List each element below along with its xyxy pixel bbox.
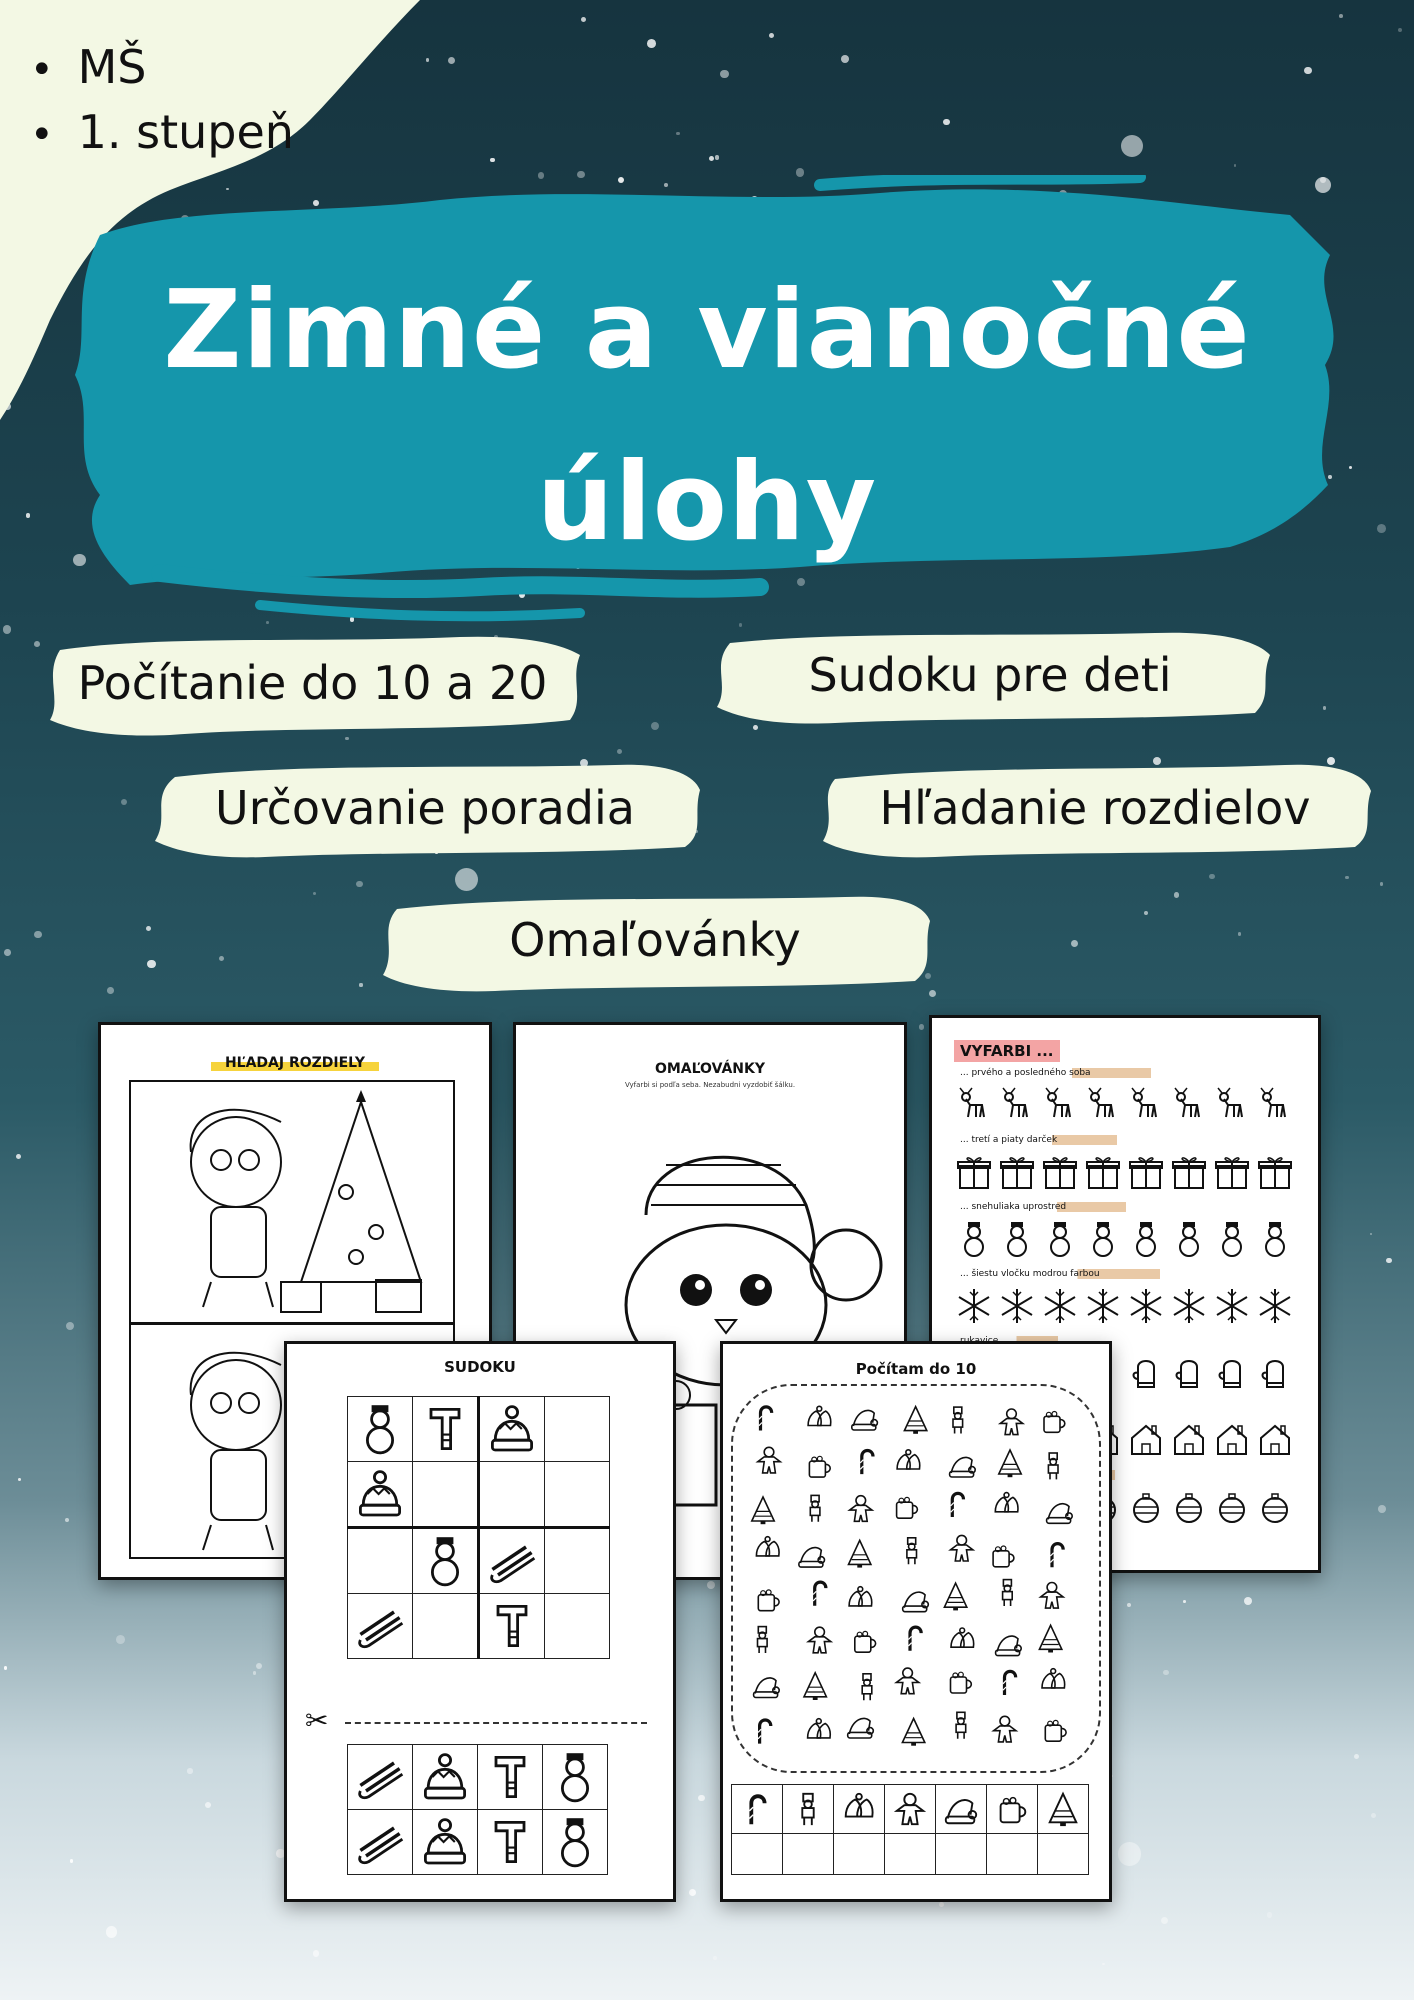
sled-icon: [352, 1749, 408, 1805]
gift-icon: [1126, 1151, 1166, 1193]
snowman-icon: [547, 1814, 603, 1870]
snowflake-dot: [1127, 1603, 1131, 1607]
candy-cane-icon: [738, 1790, 776, 1828]
snowflake-dot: [1183, 1600, 1186, 1603]
cutout-row: [348, 1810, 608, 1875]
snowflake-dot: [753, 725, 758, 730]
mug-icon: [993, 1790, 1031, 1828]
gingerbread-icon: [994, 1716, 1016, 1742]
sudoku-empty-cell[interactable]: [545, 1397, 610, 1462]
snowflake-icon: [1255, 1285, 1295, 1327]
snowflake-dot: [698, 1795, 705, 1802]
reindeer-icon: [1255, 1084, 1295, 1126]
nutcracker-icon: [789, 1790, 827, 1828]
snowflake-icon: [1083, 1285, 1123, 1327]
snowflake-dot: [3, 625, 12, 634]
bells-icon: [808, 1406, 831, 1425]
snowflake-dot: [121, 799, 127, 805]
sled-icon: [484, 1533, 540, 1589]
sudoku-cell: [413, 1397, 479, 1462]
snowflake-dot: [116, 1635, 125, 1644]
gift-icon: [997, 1151, 1037, 1193]
sudoku-cell: [479, 1528, 545, 1594]
house-icon: [1126, 1419, 1166, 1461]
santa-hat-icon: [1047, 1504, 1073, 1524]
snowflake-dot: [219, 956, 224, 961]
nutcracker-icon: [956, 1712, 966, 1738]
sheet-header: VYFARBI ...: [954, 1040, 1060, 1062]
sudoku-row: [348, 1528, 610, 1594]
scarf-icon: [482, 1749, 538, 1805]
snowflake-icon: [954, 1285, 994, 1327]
snowflake-dot: [1380, 882, 1383, 885]
mug-icon: [855, 1631, 876, 1652]
snowman-icon: [1212, 1218, 1252, 1260]
nutcracker-icon: [907, 1538, 917, 1564]
title-line-1: Zimné a vianočné: [163, 268, 1251, 393]
ornament-icon: [1255, 1486, 1295, 1528]
mug-icon: [1045, 1720, 1066, 1741]
snowflake-dot: [1102, 1963, 1104, 1965]
gift-icon: [1040, 1151, 1080, 1193]
sheet-title: OMAĽOVÁNKY: [654, 1061, 766, 1077]
count-header-cell: [936, 1785, 987, 1834]
snowflake-dot: [617, 749, 622, 754]
snowman-icon: [954, 1218, 994, 1260]
snowflake-dot: [1398, 28, 1402, 32]
snowflake-dot: [1118, 1842, 1141, 1865]
santa-hat-icon: [996, 1636, 1022, 1656]
bullet-icon: •: [30, 112, 54, 158]
picture-frame-top: [129, 1080, 455, 1324]
snowflake-dot: [66, 1322, 74, 1330]
snowflake-dot: [715, 155, 719, 159]
gift-icon: [1083, 1151, 1123, 1193]
sudoku-empty-cell[interactable]: [545, 1594, 610, 1659]
snowman-icon: [1083, 1218, 1123, 1260]
snowflake-icon: [1040, 1285, 1080, 1327]
snowflake-dot: [647, 39, 656, 48]
snowflake-dot: [356, 881, 362, 887]
tree-icon: [849, 1540, 871, 1567]
snowman-icon: [352, 1401, 408, 1457]
sheet-instruction: Vyfarbi si podľa seba. Nezabudni vyzdobiť šálku.: [624, 1081, 796, 1089]
count-header-cell: [834, 1785, 885, 1834]
tree-icon: [944, 1583, 966, 1610]
candy-cane-icon: [1050, 1544, 1063, 1568]
gingerbread-icon: [891, 1790, 929, 1828]
scarf-icon: [417, 1401, 473, 1457]
snowflake-dot: [187, 1768, 193, 1774]
candy-cane-icon: [860, 1451, 873, 1475]
snowman-icon: [1126, 1218, 1166, 1260]
bells-icon: [897, 1450, 920, 1469]
gingerbread-icon: [808, 1627, 830, 1653]
snowflake-dot: [313, 892, 316, 895]
nutcracker-icon: [953, 1407, 963, 1433]
gift-icon: [1169, 1151, 1209, 1193]
gift-icon: [954, 1151, 994, 1193]
snowflake-dot: [490, 158, 494, 162]
nutcracker-icon: [1003, 1580, 1013, 1606]
snowflake-dot: [1323, 706, 1327, 710]
sudoku-empty-cell[interactable]: [413, 1462, 479, 1528]
mitten-icon: [1169, 1352, 1209, 1394]
bells-icon: [995, 1493, 1018, 1512]
snowflake-dot: [146, 926, 151, 931]
snowflake-icon: [1126, 1285, 1166, 1327]
snowflake-dot: [1244, 1597, 1252, 1605]
mug-icon: [951, 1672, 972, 1693]
mug-icon: [809, 1456, 830, 1477]
snowman-icon: [1040, 1218, 1080, 1260]
title-brush-stroke: [60, 175, 1360, 645]
snowflake-dot: [448, 57, 455, 64]
snowflake-dot: [1121, 135, 1143, 157]
sudoku-empty-cell[interactable]: [545, 1462, 610, 1528]
tree-icon: [902, 1719, 924, 1746]
topic-coloring: Omaľovánky: [375, 885, 935, 995]
mug-icon: [993, 1546, 1014, 1567]
snowflake-dot: [707, 1581, 715, 1589]
count-answer-cell[interactable]: [885, 1834, 936, 1875]
sudoku-empty-cell[interactable]: [413, 1594, 479, 1659]
snowman-icon: [997, 1218, 1037, 1260]
snowflake-dot: [943, 119, 950, 126]
tree-icon: [904, 1407, 926, 1434]
santa-hat-icon: [903, 1592, 929, 1612]
snowman-icon: [1169, 1218, 1209, 1260]
cutout-row: [348, 1745, 608, 1810]
gift-icon: [1255, 1151, 1295, 1193]
topic-order: Určovanie poradia: [145, 755, 705, 860]
snowflake-dot: [253, 1671, 257, 1675]
snowflake-dot: [1371, 1813, 1376, 1818]
sheet-title: HĽADAJ ROZDIELY: [101, 1055, 489, 1071]
snowflake-dot: [4, 1666, 7, 1669]
ornament-icon: [1126, 1486, 1166, 1528]
snowflake-dot: [720, 70, 729, 79]
sudoku-row: [348, 1594, 610, 1659]
snowflake-dot: [256, 1663, 262, 1669]
hat-icon: [417, 1749, 473, 1805]
snowflake-dot: [1339, 14, 1343, 18]
snowflake-dot: [147, 960, 156, 969]
snowflake-dot: [16, 1154, 21, 1159]
snowflake-dot: [1238, 932, 1242, 936]
snowflake-dot: [1163, 1670, 1169, 1676]
task-label: ... snehuliaka uprostred: [954, 1202, 1126, 1212]
cutout-piece[interactable]: [348, 1745, 413, 1810]
sled-icon: [352, 1814, 408, 1870]
candy-cane-icon: [813, 1582, 826, 1606]
hat-icon: [352, 1466, 408, 1522]
reindeer-icon: [1040, 1084, 1080, 1126]
house-icon: [1212, 1419, 1252, 1461]
snowman-icon: [1255, 1218, 1295, 1260]
elf-icon: [131, 1082, 453, 1322]
reindeer-icon: [997, 1084, 1037, 1126]
gift-icon: [281, 1282, 321, 1312]
badge-item-ms: • MŠ: [30, 40, 147, 94]
snowflake-dot: [919, 1024, 924, 1029]
snowflake-dot: [713, 1956, 717, 1960]
sled-icon: [352, 1598, 408, 1654]
reindeer-icon: [1083, 1084, 1123, 1126]
snowflake-dot: [1378, 1505, 1386, 1513]
icon-row: [954, 1218, 1295, 1260]
count-answer-cell[interactable]: [732, 1834, 783, 1875]
mitten-icon: [1255, 1352, 1295, 1394]
mug-icon: [758, 1590, 779, 1611]
snowflake-dot: [1370, 1233, 1372, 1235]
count-answer-cell[interactable]: [936, 1834, 987, 1875]
sudoku-grid: [347, 1396, 610, 1659]
count-answer-cell[interactable]: [783, 1834, 834, 1875]
snowflake-dot: [939, 1902, 944, 1907]
snowflake-dot: [769, 33, 774, 38]
snowflake-dot: [1386, 1258, 1392, 1264]
snowflake-dot: [1345, 876, 1349, 880]
candy-cane-icon: [759, 1407, 772, 1431]
count-icon-row: [732, 1785, 1089, 1834]
cutout-piece[interactable]: [478, 1810, 543, 1875]
sudoku-empty-cell[interactable]: [479, 1462, 545, 1528]
bells-icon: [808, 1719, 831, 1738]
sudoku-cell: [348, 1397, 413, 1462]
task-label: ... prvého a posledného soba: [954, 1068, 1151, 1078]
scarf-icon: [484, 1598, 540, 1654]
santa-hat-icon: [754, 1678, 780, 1698]
sudoku-cell: [348, 1594, 413, 1659]
cutout-piece[interactable]: [348, 1810, 413, 1875]
hat-icon: [417, 1814, 473, 1870]
reindeer-icon: [954, 1084, 994, 1126]
snowflake-icon: [1169, 1285, 1209, 1327]
mitten-icon: [1212, 1352, 1252, 1394]
candy-cane-icon: [908, 1627, 921, 1651]
sheet-sudoku: [284, 1341, 676, 1902]
snowflake-dot: [4, 949, 11, 956]
topic-differences: Hľadanie rozdielov: [815, 755, 1375, 860]
snowflake-dot: [1071, 940, 1078, 947]
snowflake-dot: [1354, 1754, 1359, 1759]
reindeer-icon: [1126, 1084, 1166, 1126]
snowflake-dot: [359, 983, 362, 986]
count-answer-cell[interactable]: [1038, 1834, 1089, 1875]
sudoku-cell: [413, 1528, 479, 1594]
count-table: [731, 1784, 1089, 1875]
snowflake-dot: [709, 156, 714, 161]
nutcracker-icon: [862, 1674, 872, 1700]
house-icon: [1169, 1419, 1209, 1461]
mug-icon: [1044, 1412, 1065, 1433]
count-header-cell: [732, 1785, 783, 1834]
snowflake-icon: [1212, 1285, 1252, 1327]
cutout-piece[interactable]: [543, 1745, 608, 1810]
sudoku-cell: [479, 1397, 545, 1462]
title-line-2: úlohy: [536, 440, 878, 565]
count-header-cell: [1038, 1785, 1089, 1834]
sudoku-row: [348, 1462, 610, 1528]
tree-icon: [804, 1673, 826, 1700]
sudoku-cell: [348, 1462, 413, 1528]
sudoku-empty-cell[interactable]: [348, 1528, 413, 1594]
bells-icon: [840, 1790, 878, 1828]
bells-icon: [951, 1628, 974, 1647]
santa-hat-icon: [799, 1548, 825, 1568]
task-label: ... tretí a piaty darček: [954, 1135, 1117, 1145]
gingerbread-icon: [1000, 1409, 1022, 1435]
snowflake-dot: [676, 132, 680, 136]
tree-icon: [1044, 1790, 1082, 1828]
gingerbread-icon: [896, 1668, 918, 1694]
snowflake-dot: [18, 1478, 21, 1481]
sudoku-pieces: [347, 1744, 608, 1875]
sudoku-cell: [479, 1594, 545, 1659]
bullet-icon: •: [30, 47, 54, 93]
bells-icon: [849, 1587, 872, 1606]
icon-row: [954, 1285, 1295, 1327]
snowflake-dot: [70, 1859, 73, 1862]
candy-cane-icon: [758, 1720, 771, 1744]
scissors-icon: ✂: [305, 1704, 329, 1737]
nutcracker-icon: [810, 1495, 820, 1521]
sudoku-empty-cell[interactable]: [545, 1528, 610, 1594]
icon-row: [954, 1151, 1295, 1193]
counting-area: [731, 1384, 1101, 1773]
santa-hat-icon: [942, 1790, 980, 1828]
tree-icon: [1039, 1625, 1061, 1652]
sheet-title: SUDOKU: [444, 1358, 516, 1376]
snowflake-dot: [841, 55, 849, 63]
snowflake-dot: [651, 722, 659, 730]
reindeer-icon: [1169, 1084, 1209, 1126]
gingerbread-icon: [951, 1535, 973, 1561]
snowflake-dot: [1267, 1912, 1273, 1918]
bells-icon: [1042, 1669, 1065, 1688]
count-header-cell: [885, 1785, 936, 1834]
mug-icon: [897, 1497, 918, 1518]
mitten-icon: [1126, 1352, 1166, 1394]
snowflake-dot: [1174, 892, 1179, 897]
santa-hat-icon: [848, 1718, 874, 1738]
snowflake-dot: [1209, 874, 1214, 879]
cutout-piece[interactable]: [478, 1745, 543, 1810]
count-answer-cell[interactable]: [987, 1834, 1038, 1875]
bells-icon: [756, 1537, 779, 1556]
tree-icon: [752, 1497, 774, 1524]
cutout-piece[interactable]: [413, 1810, 478, 1875]
gingerbread-icon: [758, 1447, 780, 1473]
house-icon: [1255, 1419, 1295, 1461]
counting-icons: [733, 1386, 1099, 1771]
candy-cane-icon: [1003, 1671, 1016, 1695]
snowflake-dot: [1144, 911, 1148, 915]
santa-hat-icon: [950, 1457, 976, 1477]
snowflake-dot: [1161, 1917, 1168, 1924]
sheet-counting: [720, 1341, 1112, 1902]
snowflake-dot: [107, 987, 114, 994]
count-header-cell: [987, 1785, 1038, 1834]
snowman-icon: [417, 1533, 473, 1589]
snowflake-dot: [313, 1950, 320, 1957]
scarf-icon: [482, 1814, 538, 1870]
topic-sudoku: Sudoku pre deti: [705, 625, 1275, 725]
snowflake-dot: [1304, 67, 1311, 74]
count-answer-row: [732, 1834, 1089, 1875]
gift-icon: [1212, 1151, 1252, 1193]
hat-icon: [484, 1401, 540, 1457]
gingerbread-icon: [850, 1496, 872, 1522]
snowflake-dot: [1234, 164, 1237, 167]
count-header-cell: [783, 1785, 834, 1834]
santa-hat-icon: [852, 1410, 878, 1430]
snowflake-icon: [997, 1285, 1037, 1327]
ornament-icon: [1212, 1486, 1252, 1528]
snowflake-dot: [205, 1802, 211, 1808]
sheet-title: Počítam do 10: [855, 1360, 977, 1378]
snowflake-dot: [34, 931, 42, 939]
snowflake-dot: [65, 1518, 69, 1522]
topic-counting: Počítanie do 10 a 20: [40, 625, 585, 740]
snowflake-dot: [106, 1926, 118, 1938]
nutcracker-icon: [1048, 1453, 1058, 1479]
tree-icon: [999, 1450, 1021, 1477]
task-label: ... šiestu vločku modrou farbou: [954, 1269, 1160, 1279]
cutout-piece[interactable]: [413, 1745, 478, 1810]
cut-line: [345, 1722, 647, 1724]
gingerbread-icon: [1041, 1583, 1063, 1609]
snowflake-dot: [581, 17, 586, 22]
ornament-icon: [1169, 1486, 1209, 1528]
candy-cane-icon: [951, 1493, 964, 1517]
snowman-icon: [547, 1749, 603, 1805]
count-answer-cell[interactable]: [834, 1834, 885, 1875]
cutout-piece[interactable]: [543, 1810, 608, 1875]
nutcracker-icon: [758, 1627, 768, 1653]
snowflake-dot: [689, 1889, 696, 1896]
christmas-tree-icon: [301, 1102, 421, 1282]
badge-item-stupen: • 1. stupeň: [30, 105, 294, 159]
sudoku-row: [348, 1397, 610, 1462]
icon-row: [954, 1084, 1295, 1126]
reindeer-icon: [1212, 1084, 1252, 1126]
snowflake-dot: [34, 641, 40, 647]
